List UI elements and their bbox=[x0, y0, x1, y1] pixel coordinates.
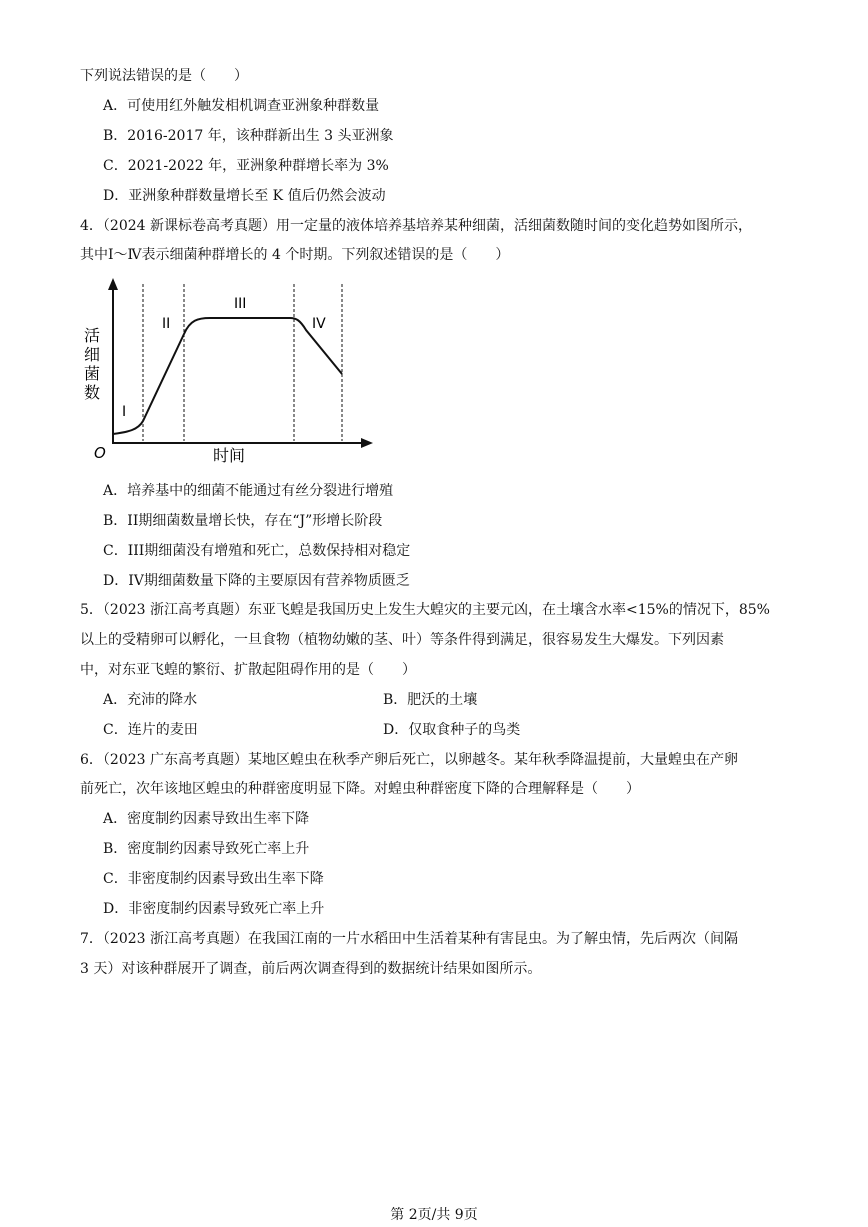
q5-stem-line1: 5．（2023 浙江高考真题）东亚飞蝗是我国历史上发生大蝗灾的主要元凶，在土壤含水率<15%的情况下，85% bbox=[80, 602, 770, 618]
q7-stem-line2: 3 天）对该种群展开了调查，前后两次调查得到的数据统计结果如图所示。 bbox=[80, 961, 542, 977]
y-axis-label-char: 活 bbox=[84, 326, 101, 345]
q5-stem-line2: 以上的受精卵可以孵化，一旦食物（植物幼嫩的茎、叶）等条件得到满足，很容易发生大爆发。下列因素 bbox=[80, 632, 724, 648]
q7-stem-line1: 7．（2023 浙江高考真题）在我国江南的一片水稻田中生活着某种有害昆虫。为了解虫情，先后两次（间隔 bbox=[80, 931, 738, 947]
period-label-4: IV bbox=[312, 316, 326, 332]
q3-option-a: A．可使用红外触发相机调查亚洲象种群数量 bbox=[103, 98, 380, 114]
q4-option-b: B．II期细菌数量增长快，存在“J”形增长阶段 bbox=[103, 513, 383, 529]
q6-stem-line2: 前死亡，次年该地区蝗虫的种群密度明显下降。对蝗虫种群密度下降的合理解释是（ ） bbox=[80, 781, 640, 797]
q5-option-a: A．充沛的降水 bbox=[103, 692, 198, 708]
y-axis-arrow bbox=[108, 278, 118, 290]
period-label-1: I bbox=[122, 404, 127, 420]
q5-option-d: D．仅取食种子的鸟类 bbox=[383, 722, 521, 738]
period-label-3: III bbox=[234, 296, 247, 312]
x-axis-label: 时间 bbox=[213, 446, 246, 465]
page-number: 第 2页/共 9页 bbox=[390, 1207, 478, 1223]
q4-stem-line2: 其中Ⅰ～Ⅳ表示细菌种群增长的 4 个时期。下列叙述错误的是（ ） bbox=[80, 247, 510, 263]
q3-stem: 下列说法错误的是（ ） bbox=[80, 68, 248, 84]
q5-stem-line3: 中，对东亚飞蝗的繁衍、扩散起阻碍作用的是（ ） bbox=[80, 662, 416, 678]
q5-option-b: B．肥沃的土壤 bbox=[383, 692, 478, 708]
growth-curve bbox=[113, 318, 342, 434]
y-axis-label-char: 菌 bbox=[84, 364, 101, 383]
period-label-2: II bbox=[162, 316, 171, 332]
q4-option-c: C．III期细菌没有增殖和死亡，总数保持相对稳定 bbox=[103, 543, 411, 559]
q6-option-c: C．非密度制约因素导致出生率下降 bbox=[103, 871, 324, 887]
bacteria-growth-figure bbox=[80, 276, 380, 466]
q4-option-d: D．IV期细菌数量下降的主要原因有营养物质匮乏 bbox=[103, 573, 410, 589]
q6-option-d: D．非密度制约因素导致死亡率上升 bbox=[103, 901, 325, 917]
q6-option-a: A．密度制约因素导致出生率下降 bbox=[103, 811, 310, 827]
q6-stem-line1: 6．（2023 广东高考真题）某地区蝗虫在秋季产卵后死亡，以卵越冬。某年秋季降温提前，大量蝗虫在产卵 bbox=[80, 752, 738, 768]
q4-stem-line1: 4．（2024 新课标卷高考真题）用一定量的液体培养基培养某种细菌，活细菌数随时间的变化趋势如图所示， bbox=[80, 218, 752, 234]
x-axis-arrow bbox=[361, 438, 373, 448]
q3-option-d: D．亚洲象种群数量增长至 K 值后仍然会波动 bbox=[103, 188, 386, 204]
y-axis-label-char: 数 bbox=[84, 383, 101, 402]
q6-option-b: B．密度制约因素导致死亡率上升 bbox=[103, 841, 310, 857]
q5-option-c: C．连片的麦田 bbox=[103, 722, 198, 738]
y-axis-label-char: 细 bbox=[84, 345, 101, 364]
q3-option-b: B．2016-2017 年，该种群新出生 3 头亚洲象 bbox=[103, 128, 394, 144]
q3-option-c: C．2021-2022 年，亚洲象种群增长率为 3% bbox=[103, 158, 389, 174]
q4-option-a: A．培养基中的细菌不能通过有丝分裂进行增殖 bbox=[103, 483, 394, 499]
origin-label: O bbox=[94, 444, 106, 462]
